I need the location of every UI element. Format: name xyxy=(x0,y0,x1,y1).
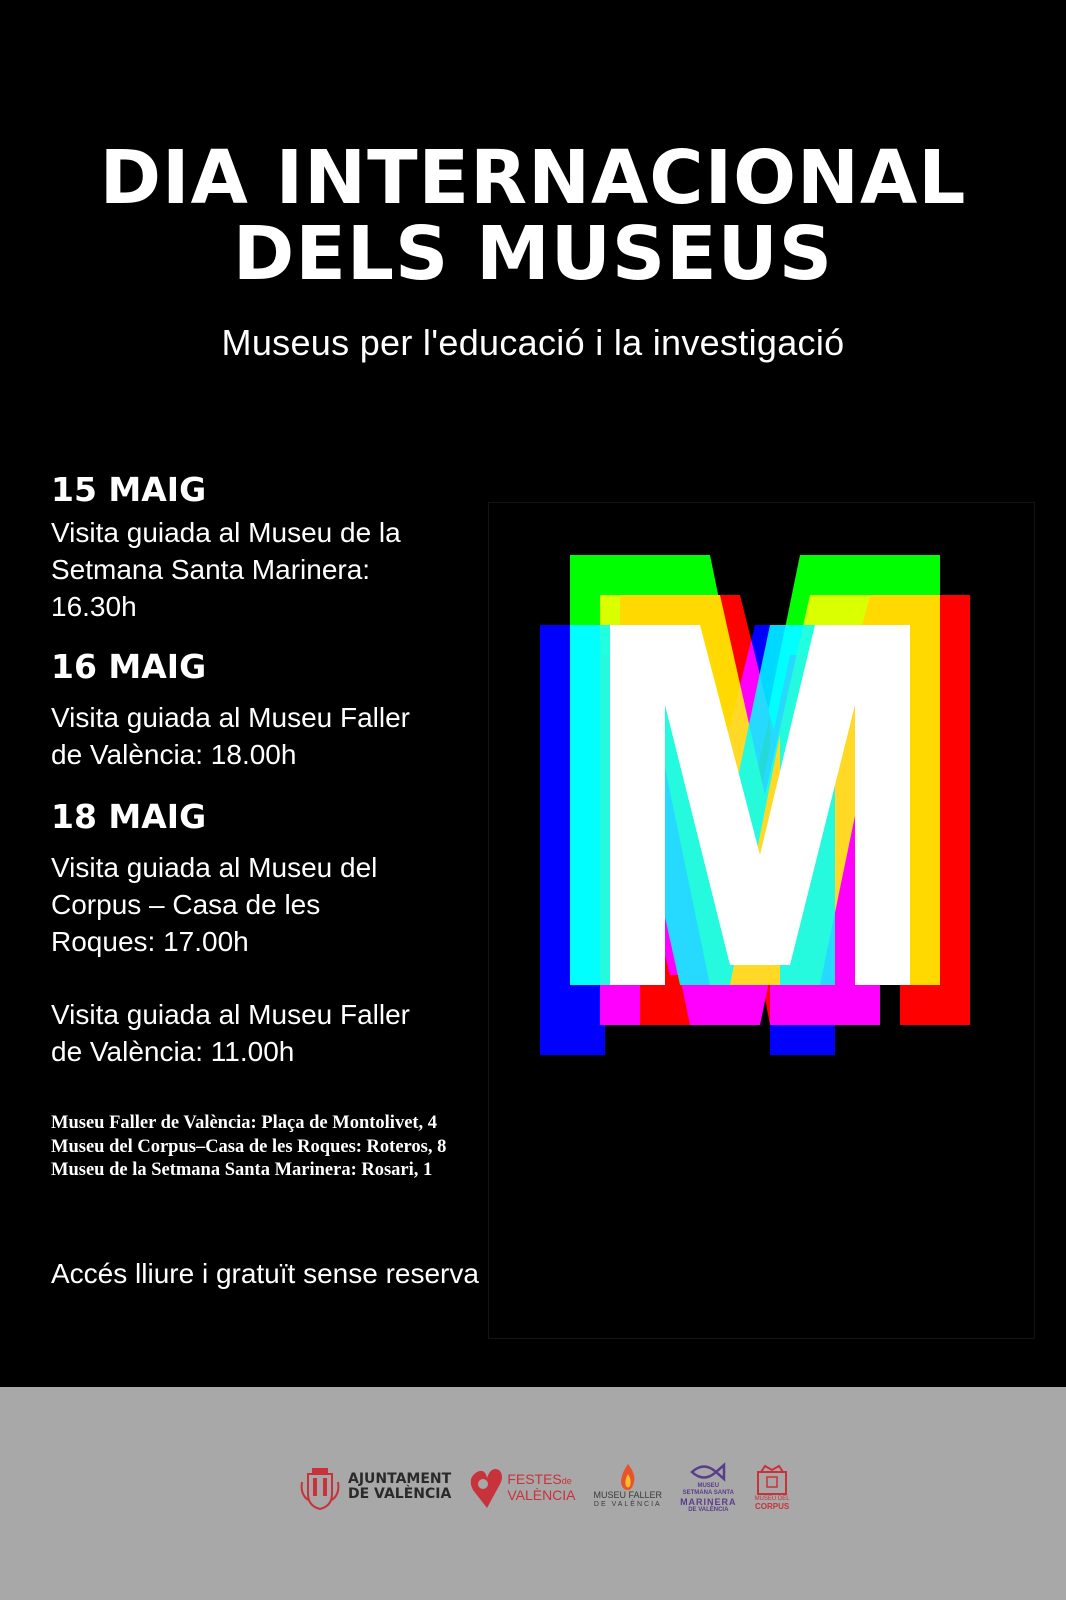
ajuntament-line-1: AJUNTAMENT xyxy=(348,1471,452,1487)
marinera-line-1: MUSEU xyxy=(697,1482,720,1489)
marinera-line-2: SETMANA SANTA xyxy=(682,1489,734,1496)
corpus-line-1: MUSEU DEL xyxy=(754,1496,790,1502)
sponsor-logos xyxy=(300,1452,790,1522)
title-line-1: DIA INTERNACIONAL xyxy=(99,135,967,221)
festes-line-1: FESTES xyxy=(507,1471,562,1487)
addresses-list xyxy=(51,1112,521,1183)
ajuntament-line-2: DE VALÈNCIA xyxy=(348,1486,452,1502)
big-letter-m: M xyxy=(530,565,531,566)
fish-icon xyxy=(690,1461,726,1483)
faller-line-2: DE VALÈNCIA xyxy=(593,1501,662,1508)
address-museu-corpus: Museu del Corpus–Casa de les Roques: Roteros, 8 xyxy=(51,1136,447,1157)
event-day-15 xyxy=(51,470,511,625)
event-date: 16 MAIG xyxy=(51,647,207,686)
logo-ajuntament-de-valencia xyxy=(300,1464,451,1510)
event-description: Visita guiada al Museu Faller de València: 11.00h xyxy=(51,999,411,1067)
logo-museu-faller xyxy=(594,1464,663,1510)
event-date: 18 MAIG xyxy=(51,797,207,836)
corpus-crown-icon xyxy=(755,1464,789,1496)
festes-de: de xyxy=(561,1476,572,1486)
faller-line-1: MUSEU FALLER xyxy=(593,1490,663,1500)
festes-heart-icon xyxy=(469,1464,505,1510)
event-day-16 xyxy=(51,647,511,773)
address-museu-marinera: Museu de la Setmana Santa Marinera: Rosari, 1 xyxy=(51,1160,433,1180)
poster-title xyxy=(0,135,1066,297)
marinera-line-3: MARINERA xyxy=(680,1496,737,1507)
logo-festes-de-valencia xyxy=(469,1464,575,1510)
flame-icon xyxy=(618,1464,638,1490)
event-description: Visita guiada al Museu de la Setmana Santa Marinera: 16.30h xyxy=(51,517,401,622)
address-museu-faller: Museu Faller de València: Plaça de Montolivet, 4 xyxy=(51,1113,438,1133)
poster-subtitle: Museus per l'educació i la investigació xyxy=(221,322,845,363)
event-date: 15 MAIG xyxy=(51,470,207,509)
logo-museu-del-corpus xyxy=(755,1464,790,1510)
event-day-18 xyxy=(51,797,511,1070)
footer-band xyxy=(0,1387,1066,1600)
ajuntament-crest-icon xyxy=(300,1464,340,1510)
event-description: Visita guiada al Museu del Corpus – Casa de les Roques: 17.00h xyxy=(51,852,378,957)
rgb-m-graphic xyxy=(530,555,990,1065)
corpus-line-2: CORPUS xyxy=(754,1502,790,1511)
logo-museu-setmana-santa-marinera xyxy=(680,1461,737,1514)
marinera-line-4: DE VALÈNCIA xyxy=(688,1506,729,1513)
title-line-2: DELS MUSEUS xyxy=(232,211,834,297)
events-list xyxy=(51,470,511,1070)
event-description: Visita guiada al Museu Faller de València: 18.00h xyxy=(51,702,411,770)
access-note: Accés lliure i gratuït sense reserva xyxy=(51,1258,479,1289)
festes-line-2: VALÈNCIA xyxy=(507,1487,576,1503)
